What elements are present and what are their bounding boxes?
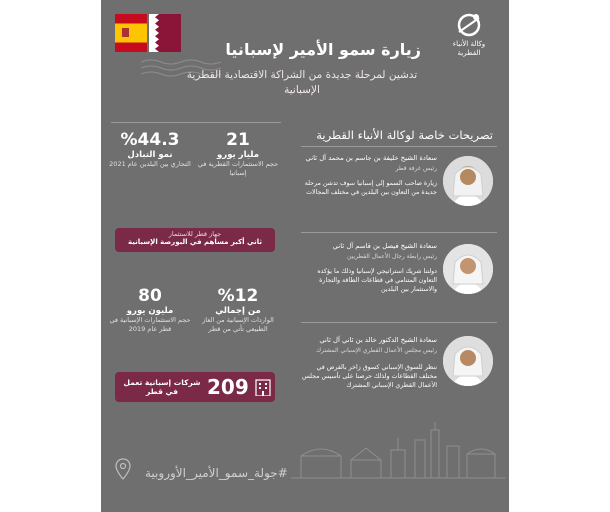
stat-spanish-invest-desc: حجم الاستثمارات الإسبانية في قطر عام 2019 [109, 316, 191, 333]
statement-3 [301, 336, 437, 390]
qia-banner-line1: جهاز قطر للاستثمار [168, 230, 222, 238]
stat-investments-unit: مليار يورو [217, 150, 259, 160]
qna-logo-icon [453, 12, 485, 38]
person-1-photo [443, 156, 493, 206]
person-3-photo [443, 336, 493, 386]
stat-spanish-invest-value: 80 [138, 286, 162, 306]
companies-banner [115, 372, 275, 402]
page-title: زيارة سمو الأمير لإسبانيا [225, 40, 421, 59]
person-2-photo [443, 244, 493, 294]
footer-hashtag: #جولة_سمو_الأمير_الأوروبية [145, 466, 288, 480]
person-1-name: سعادة الشيخ خليفة بن جاسم بن محمد آل ثاني [305, 154, 437, 162]
qia-banner-line2: ثاني أكبر مساهم في البورصة الإسبانية [128, 238, 262, 246]
page-subtitle: تدشين لمرحلة جديدة من الشراكة الاقتصادية القطرية الإسبانية [186, 69, 418, 96]
building-icon [255, 378, 271, 396]
skyline-decoration [291, 420, 505, 480]
person-1-quote: زيارة صاحب السمو إلى إسبانيا سوف تدشن مرحلة جديدة من التعاون بين البلدين في مختلف المجالات [304, 180, 437, 196]
person-2-role: رئيس رابطة رجال الأعمال القطريين [347, 253, 437, 260]
companies-label: شركات إسبانية تعمل في قطر [123, 378, 201, 396]
stat-gas-share [193, 286, 283, 334]
person-1-role: رئيس غرفة قطر [395, 165, 437, 172]
person-3-role: رئيس مجلس الأعمال القطري الإسباني المشترك [316, 347, 437, 354]
agency-name-line1: وكالة الأنباء [452, 40, 486, 48]
agency-name-line2: القطرية [457, 49, 481, 57]
flags-image [115, 14, 181, 52]
person-2-name: سعادة الشيخ فيصل بن قاسم آل ثاني [332, 242, 437, 250]
qia-banner [115, 228, 275, 252]
stat-trade-growth-value: %44.3 [120, 130, 180, 150]
stat-gas-share-unit: من إجمالي [215, 306, 261, 316]
stat-investments [193, 130, 283, 178]
statements-heading: تصريحات خاصة لوكالة الأنباء القطرية [316, 128, 493, 142]
person-2-quote: دولتنا شريك استراتيجي لإسبانيا وذلك ما يؤكده التعاون المتنامي في قطاعات الطاقة والتجارة والاستثمار بين البلدين [317, 268, 437, 293]
stat-trade-growth-desc: التجاري بين البلدين عام 2021 [109, 160, 191, 168]
stat-trade-growth-unit: نمو التبادل [127, 150, 173, 160]
person-3-name: سعادة الشيخ الدكتور خالد بن ثاني آل ثاني [319, 336, 437, 344]
statement-2 [301, 242, 437, 294]
location-pin-icon [115, 458, 131, 480]
statement-1 [301, 154, 437, 197]
qna-logo [439, 12, 499, 64]
infographic-card [101, 0, 509, 512]
stat-gas-share-value: %12 [217, 286, 259, 306]
stat-spanish-invest-unit: مليون يورو [126, 306, 174, 316]
stat-spanish-invest [105, 286, 195, 334]
stat-trade-growth [105, 130, 195, 169]
stat-gas-share-desc: الواردات الإسبانية من الغاز الطبيعي تأتي من قطر [202, 316, 274, 333]
companies-count: 209 [207, 375, 249, 399]
person-3-quote: ننظر للسوق الإسباني كسوق زاخر بالفرص في مختلف القطاعات ولذلك حرصنا على تأسيس مجلس الأعمال القطري الإسباني المشترك [301, 364, 437, 389]
stat-investments-desc: حجم الاستثمارات القطرية في إسبانيا [197, 160, 279, 177]
stat-investments-value: 21 [226, 130, 250, 150]
